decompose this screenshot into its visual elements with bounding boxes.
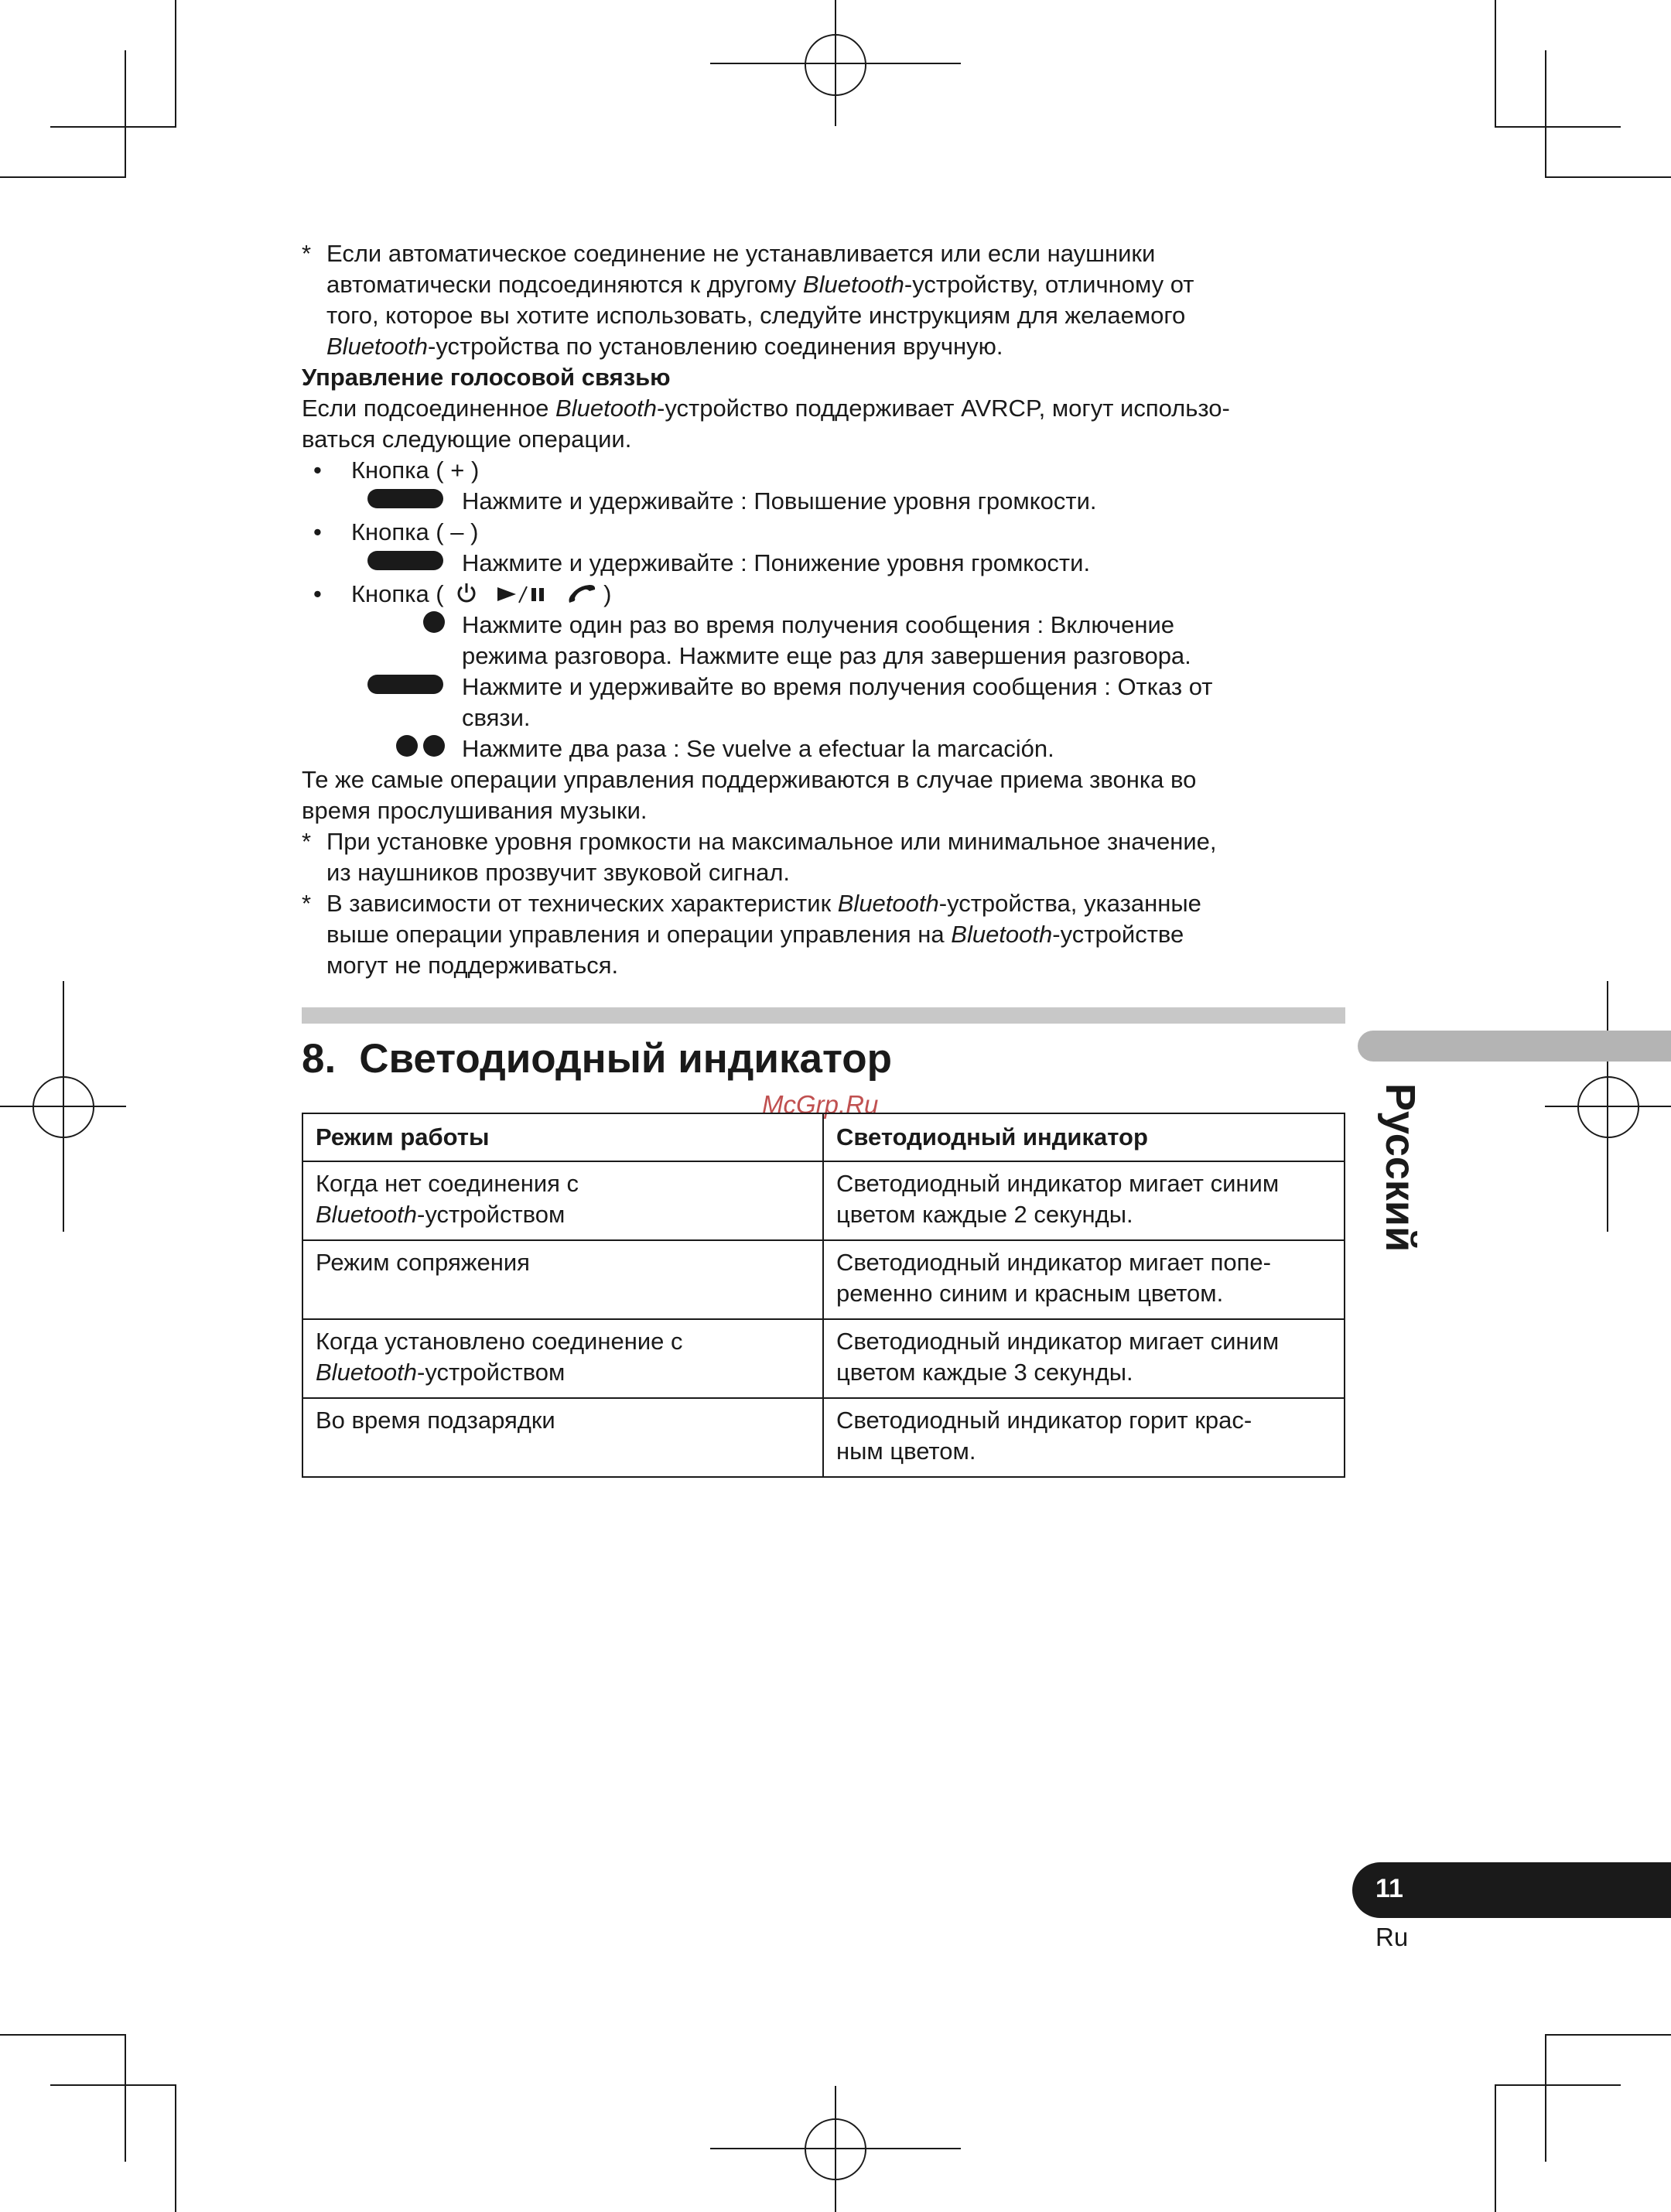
table-row bbox=[302, 1161, 1345, 1240]
multi-action-3: Нажмите два раза : Se vuelve a efectuar la marcación. bbox=[462, 735, 1054, 762]
note-marker: * bbox=[302, 240, 312, 267]
table-cell: Светодиодный индикатор мигает синим цветом каждые 3 секунды. bbox=[823, 1319, 1345, 1398]
header-led: Светодиодный индикатор bbox=[823, 1113, 1345, 1161]
note-marker: * bbox=[302, 828, 312, 855]
table-cell: Светодиодный индикатор горит крас- ным цветом. bbox=[823, 1398, 1345, 1477]
table-cell: Светодиодный индикатор мигает попе- ременно синим и красным цветом. bbox=[823, 1240, 1345, 1319]
music-line-1: Те же самые операции управления поддерживаются в случае приема звонка во bbox=[302, 766, 1197, 793]
table-cell: Во время подзарядки bbox=[302, 1398, 823, 1477]
play-pause-icon bbox=[496, 583, 552, 606]
language-tab-bar bbox=[1358, 1031, 1671, 1062]
table-row bbox=[302, 1319, 1345, 1398]
note-1-line-4: Bluetooth-устройства по установлению соединения вручную. bbox=[326, 333, 1003, 360]
multi-action-2-line-2: связи. bbox=[462, 704, 531, 731]
button-plus-label: Кнопка ( + ) bbox=[351, 456, 480, 484]
button-minus-action: Нажмите и удерживайте : Понижение уровня громкости. bbox=[462, 549, 1091, 576]
bullet: • bbox=[313, 518, 322, 545]
double-press-icon bbox=[396, 735, 418, 757]
page-number-badge bbox=[1352, 1862, 1671, 1918]
long-press-icon bbox=[367, 489, 443, 508]
button-minus-label: Кнопка ( – ) bbox=[351, 518, 479, 545]
table-row bbox=[302, 1240, 1345, 1319]
button-multi-label: Кнопка ( ) bbox=[351, 580, 612, 607]
bullet: • bbox=[313, 580, 322, 607]
long-press-icon bbox=[367, 551, 443, 570]
bullet: • bbox=[313, 456, 322, 484]
note-3-line-3: могут не поддерживаться. bbox=[326, 952, 619, 979]
table-header-row bbox=[302, 1113, 1345, 1161]
double-press-icon bbox=[423, 735, 445, 757]
power-icon bbox=[455, 582, 478, 605]
language-label: Русский bbox=[1377, 1083, 1423, 1253]
note-3-line-2: выше операции управления и операции управления на Bluetooth-устройстве bbox=[326, 921, 1184, 948]
table-row bbox=[302, 1398, 1345, 1477]
header-mode: Режим работы bbox=[302, 1113, 823, 1161]
table-cell: Светодиодный индикатор мигает синим цветом каждые 2 секунды. bbox=[823, 1161, 1345, 1240]
note-marker: * bbox=[302, 890, 312, 917]
note-2-line-1: При установке уровня громкости на максимальное или минимальное значение, bbox=[326, 828, 1217, 855]
long-press-icon bbox=[367, 675, 443, 694]
table-cell: Когда нет соединения с Bluetooth-устройством bbox=[302, 1161, 823, 1240]
music-line-2: время прослушивания музыки. bbox=[302, 797, 648, 824]
note-1-line-3: того, которое вы хотите использовать, следуйте инструкциям для желаемого bbox=[326, 302, 1186, 329]
voice-intro-line-2: ваться следующие операции. bbox=[302, 426, 632, 453]
page-language-code: Ru bbox=[1375, 1923, 1409, 1951]
table-cell: Режим сопряжения bbox=[302, 1240, 823, 1319]
voice-intro-line-1: Если подсоединенное Bluetooth-устройство поддерживает AVRCP, могут использо- bbox=[302, 395, 1230, 422]
page-number: 11 bbox=[1375, 1874, 1403, 1903]
single-press-icon bbox=[423, 611, 445, 633]
note-1-line-2: автоматически подсоединяются к другому Bluetooth-устройству, отличному от bbox=[326, 271, 1194, 298]
button-plus-action: Нажмите и удерживайте : Повышение уровня громкости. bbox=[462, 487, 1097, 515]
multi-action-2-line-1: Нажмите и удерживайте во время получения сообщения : Отказ от bbox=[462, 673, 1213, 700]
watermark: McGrp.Ru bbox=[762, 1090, 879, 1119]
section-divider bbox=[302, 1007, 1345, 1024]
led-indicator-table bbox=[302, 1113, 1345, 1478]
note-2-line-2: из наушников прозвучит звуковой сигнал. bbox=[326, 859, 791, 886]
section-title: 8. Светодиодный индикатор bbox=[302, 1036, 893, 1082]
table-cell: Когда установлено соединение с Bluetooth-устройством bbox=[302, 1319, 823, 1398]
multi-action-1-line-1: Нажмите один раз во время получения сообщения : Включение bbox=[462, 611, 1175, 638]
phone-icon bbox=[566, 583, 597, 606]
multi-action-1-line-2: режима разговора. Нажмите еще раз для завершения разговора. bbox=[462, 642, 1191, 669]
note-1-line-1: Если автоматическое соединение не устанавливается или если наушники bbox=[326, 240, 1156, 267]
note-3-line-1: В зависимости от технических характеристик Bluetooth-устройства, указанные bbox=[326, 890, 1201, 917]
voice-control-heading: Управление голосовой связью bbox=[302, 364, 671, 391]
